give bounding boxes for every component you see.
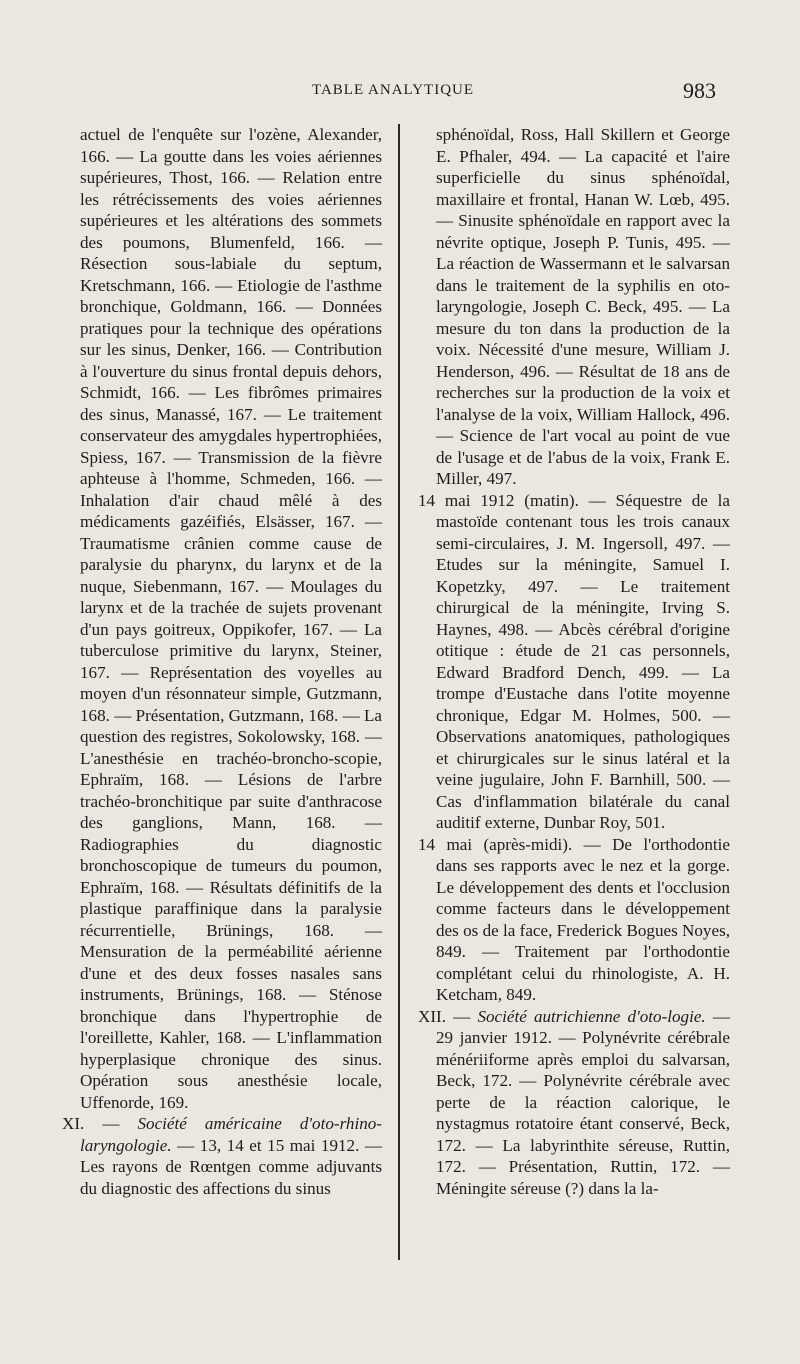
page-number: 983 <box>683 78 716 103</box>
entry-text: sphénoïdal, Ross, Hall Skillern et George E. Pfhaler, 494. — La capacité et l'aire superficielle du sinus sphénoïdal, maxillaire et frontal, Hanan W. Lœb, 495. — Sinusite sphénoïdale en rapport avec la névrite optique, Joseph P. Tunis, 495. — La réaction de Wassermann et le salvarsan dans le traitement de la syphilis en oto-laryngologie, Joseph C. Beck, 495. — La mesure du ton dans la production de la voix. Nécessité d'une mesure, William J. Henderson, 496. — Résultat de 18 ans de recherches sur la production de la voix et l'analyse de la voix, William Hallock, 496. — Science de l'art vocal au point de vue de l'usage et de l'abus de la voix, Frank E. Miller, 497. <box>436 125 730 488</box>
entry-text: — 13, 14 et 15 mai 1912. — Les rayons de Rœntgen comme adjuvants du diagnostic des affections du sinus <box>80 1135 382 1198</box>
entry-label: 14 mai (après-midi). — <box>418 834 613 854</box>
page-header <box>0 78 800 112</box>
entry-text: Séquestre de la mastoïde contenant tous les trois canaux semi-circulaires, J. M. Ingersoll, 497. — Etudes sur la méningite, Samuel I. Kopetzky, 497. — Le traitement chirurgical de la méningite, Irving S. Haynes, 498. — Abcès cérébral d'origine otitique : étude de 21 cas personnels, Edward Bradford Dench, 499. — La trompe d'Eustache dans l'otite moyenne chronique, Edgar M. Holmes, 500. — Observations anatomiques, pathologiques et chirurgicales sur le sinus latéral et la veine jugulaire, John F. Barnhill, 500. — Cas d'inflammation bilatérale du canal auditif externe, Dunbar Roy, 501. <box>436 490 730 832</box>
index-entry <box>418 124 730 490</box>
entry-label: 14 mai 1912 (matin). — <box>418 490 616 510</box>
column-divider <box>398 124 400 1260</box>
index-entry <box>62 124 382 1113</box>
entry-text: — 29 janvier 1912. — Polynévrite cérébrale ménériiforme après emploi du salvarsan, Beck, 172. — Polynévrite cérébrale avec perte de la réaction calorique, le nystagmus rotatoire étant conservé, Beck, 172. — La labyrinthite séreuse, Ruttin, 172. — Présentation, Ruttin, 172. — Méningite séreuse (?) dans la la- <box>436 1006 730 1198</box>
entry-label: XI. — <box>62 1114 138 1133</box>
index-entry <box>418 490 730 834</box>
entry-text: actuel de l'enquête sur l'ozène, Alexander, 166. — La goutte dans les voies aériennes supérieures, Thost, 166. — Relation entre les rétrécissements des voies aériennes supérieures et les altérations des sommets des poumons, Blumenfeld, 166. — Résection sous-labiale du septum, Kretschmann, 166. — Etiologie de l'asthme bronchique, Goldmann, 166. — Données pratiques pour la technique des opérations sur les sinus, Denker, 166. — Contribution à l'ouverture du sinus frontal depuis dehors, Schmidt, 166. — Les fibrômes primaires des sinus, Manassé, 167. — Le traitement conservateur des amygdales hypertrophiées, Spiess, 167. — Transmission de la fièvre aphteuse à l'homme, Schmeden, 166. — Inhalation d'air chaud mêlé à des médicaments gazéifiés, Elsässer, 167. — Traumatisme crânien comme cause de paralysie du pharynx, du larynx et de la nuque, Siebenmann, 167. — Moulages du larynx et de la trachée de sujets provenant d'un pays goitreux, Oppikofer, 167. — La tuberculose primitive du larynx, Steiner, 167. — Représentation des voyelles au moyen d'un résonnateur simple, Gutzmann, 168. — Présentation, Gutzmann, 168. — La question des registres, Sokolowsky, 168. — L'anesthésie en trachéo-broncho-scopie, Ephraïm, 168. — Lésions de l'arbre trachéo-bronchitique par suite d'anthracose des ganglions, Mann, 168. — Radiographies du diagnostic bronchoscopique de tumeurs du poumon, Ephraïm, 168. — Résultats définitifs de la plastique paraffinique dans la paralysie récurrentielle, Brünings, 168. — Mensuration de la perméabilité aérienne d'une et des deux fosses nasales sans instruments, Brünings, 168. — Sténose bronchique dans l'hypertrophie de l'oreillette, Kahler, 168. — L'inflammation hyperplasique chronique des sinus. Opération sous anesthésie locale, Uffenorde, 169. <box>80 125 382 1112</box>
entry-text: De l'orthodontie dans ses rapports avec le nez et la gorge. Le développement des dents et l'occlusion comme facteurs dans le développement des os de la face, Frederick Bogues Noyes, 849. — Traitement par l'orthodontie complétant celui du rhinologiste, A. H. Ketcham, 849. <box>436 834 731 1004</box>
right-column <box>418 124 730 1199</box>
index-entry <box>418 1006 730 1200</box>
running-title: TABLE ANALYTIQUE <box>312 82 475 98</box>
index-entry <box>418 834 730 1006</box>
index-entry <box>62 1113 382 1199</box>
society-name: Société américaine d'oto-rhino-laryngologie. <box>80 1114 382 1155</box>
entry-label: XII. — <box>418 1006 478 1026</box>
left-column <box>62 124 382 1199</box>
society-name: Société autrichienne d'oto-logie. <box>477 1006 706 1026</box>
